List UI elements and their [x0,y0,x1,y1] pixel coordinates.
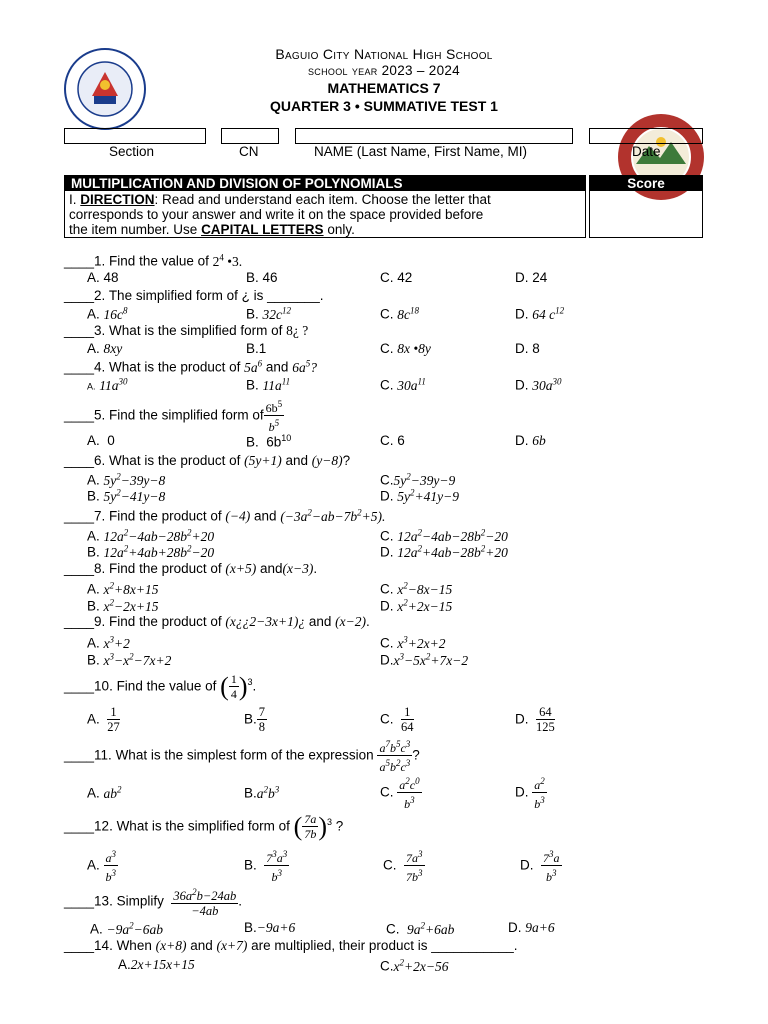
q3-option-a: A. 8xy [87,341,123,356]
q1-option-c: C. 42 [380,270,413,285]
q10-option-c: C. $\frac{1}{64}$ [380,705,414,734]
q2-option-d: D. 64 $c^{12}$ [515,305,565,322]
q13-option-d: D. 9a+6 [508,920,555,935]
q9-option-b: B. $x^3-x^2-7x+2$ [87,651,172,668]
q8-option-c: C. $x^2-8x-15$ [380,580,453,597]
question-2: ____2. The simplified form of ¿ is _______. [64,288,324,303]
q6-option-d: D. $5y^2+41y-9$ [380,487,459,504]
q7-option-c: C. $12a^2-4ab-28b^2-20$ [380,527,508,544]
question-7: ____7. Find the product of (−4) and $(-3a^2-ab-7b^2+5)$. [64,507,386,524]
q13-option-a: A. $-9a^2-6ab$ [90,920,164,937]
school-name: Baguio City National High School [275,46,493,62]
q1-option-d: D. 24 [515,270,548,285]
q8-option-d: D. $x^2+2x-15$ [380,597,453,614]
q12-option-d: D. $\frac{7^3a}{b^3}$ [520,849,560,884]
question-4: ____4. What is the product of $5a^6$ and $6a^5$? [64,358,317,375]
q2-option-b: B. $32c^{12}$ [246,305,292,322]
question-10: ____10. Find the value of ( $\frac{1}{4}$ )$^3$. [64,672,257,701]
q10-option-d: D. $\frac{64}{125}$ [515,705,555,734]
q8-option-a: A. $x^2+8x+15$ [87,580,159,597]
question-11: ____11. What is the simplest form of the expression $\frac{a^7b^5c^3}{a^5b^2c^3}$ ? [64,739,420,774]
question-5: ____5. Find the simplified form of $\frac{6b^5}{b^5}$ [64,399,283,434]
date-label: Date [632,144,661,159]
score-label: Score [590,176,702,191]
q13-option-b: B.−9a+6 [244,920,296,935]
q6-option-b: B. $5y^2-41y-8$ [87,487,166,504]
q4-option-d: D. $30a^{30}$ [515,376,562,393]
q5-option-b: B. $6b^{10}$ [246,433,292,450]
section-label: Section [109,144,155,159]
q1-option-a: A. 48 [87,270,119,285]
q6-option-a: A. $5y^2-39y-8$ [87,471,166,488]
cn-label: CN [239,144,259,159]
q9-option-d: $D.x^3-5x^2+7x-2$ [380,651,469,668]
question-6: ____6. What is the product of (5y+1) and (y−8)? [64,453,351,468]
q7-option-b: B. $12a^2+4ab+28b^2-20$ [87,543,215,560]
q3-option-b: B.1 [246,341,267,356]
score-box[interactable] [589,175,703,238]
q11-option-c: C. $\frac{a^2c^0}{b^3}$ [380,776,420,811]
name-field[interactable] [295,128,573,144]
direction-text: I. DIRECTION: Read and understand each item. Choose the letter that corresponds to your answer and write it on the space provided before the item number. Use CAPITAL LETTERS only. [69,192,491,237]
topic-banner: MULTIPLICATION AND DIVISION OF POLYNOMIALS [65,176,585,191]
q12-option-a: A. $\frac{a^3}{b^3}$ [87,849,117,884]
q14-option-a: A.2x+15x+15 [118,957,195,972]
q13-option-c: C. $9a^2+6ab$ [386,920,455,937]
question-8: ____8. Find the product of (x+5) and(x−3). [64,561,318,576]
question-12: ____12. What is the simplified form of ( $\frac{7a}{7b}$ )$^3$ ? [64,812,344,841]
date-field[interactable] [589,128,703,144]
direction-box [64,175,586,238]
q7-option-d: D. $12a^2+4ab-28b^2+20$ [380,543,508,560]
q12-option-b: B. $\frac{7^3a^3}{b^3}$ [244,849,288,884]
q7-option-a: A. $12a^2-4ab-28b^2+20$ [87,527,215,544]
q5-option-d: D. 6b [515,433,546,448]
question-14: ____14. When (x+8) and (x+7) are multiplied, their product is ___________. [64,938,518,953]
q12-option-c: C. $\frac{7a^3}{7b^3}$ [383,849,423,884]
question-9: ____9. Find the product of (x¿¿2−3x+1)¿ and (x−2). [64,614,370,629]
q3-option-c: C. 8x •8y [380,341,431,356]
subject-title: MATHEMATICS 7 [327,80,441,96]
q3-option-d: D. 8 [515,341,540,356]
q9-option-a: A. $x^3+2$ [87,634,130,651]
q4-option-b: B. $11a^{11}$ [246,376,291,393]
q4-option-a: A. $11a^{30}$ [87,376,128,393]
question-13: ____13. Simplify $\frac{36a^2b-24ab}{-4ab}$ . [64,887,243,919]
q9-option-c: C. $x^3+2x+2$ [380,634,446,651]
q1-option-b: B. 46 [246,270,278,285]
q5-option-c: C. 6 [380,433,405,448]
cn-field[interactable] [221,128,279,144]
q5-option-a: A. 0 [87,433,115,448]
q11-option-d: D. $\frac{a^2}{b^3}$ [515,776,545,811]
question-1: ____1. Find the value of $2^4$ •3. [64,252,243,269]
section-field[interactable] [64,128,206,144]
q8-option-b: B. $x^2-2x+15$ [87,597,159,614]
test-title: QUARTER 3 • SUMMATIVE TEST 1 [270,98,498,114]
q11-option-b: $B.a^2b^3$ [244,784,280,801]
q6-option-c: $C.5y^2-39y-9$ [380,471,456,488]
q2-option-c: C. $8c^{18}$ [380,305,420,322]
q14-option-c: $C.x^2+2x-56$ [380,957,449,974]
q4-option-c: C. $30a^{11}$ [380,376,426,393]
school-year: school year 2023 – 2024 [308,63,460,78]
question-3: ____3. What is the simplified form of 8¿ ? [64,323,309,338]
q2-option-a: A. $16c^8$ [87,305,128,322]
q10-option-a: A. $\frac{1}{27}$ [87,705,120,734]
q11-option-a: A. $ab^2$ [87,784,122,801]
q10-option-b: B. $\frac{7}{8}$ [244,705,266,734]
name-label: NAME (Last Name, First Name, MI) [314,144,528,159]
